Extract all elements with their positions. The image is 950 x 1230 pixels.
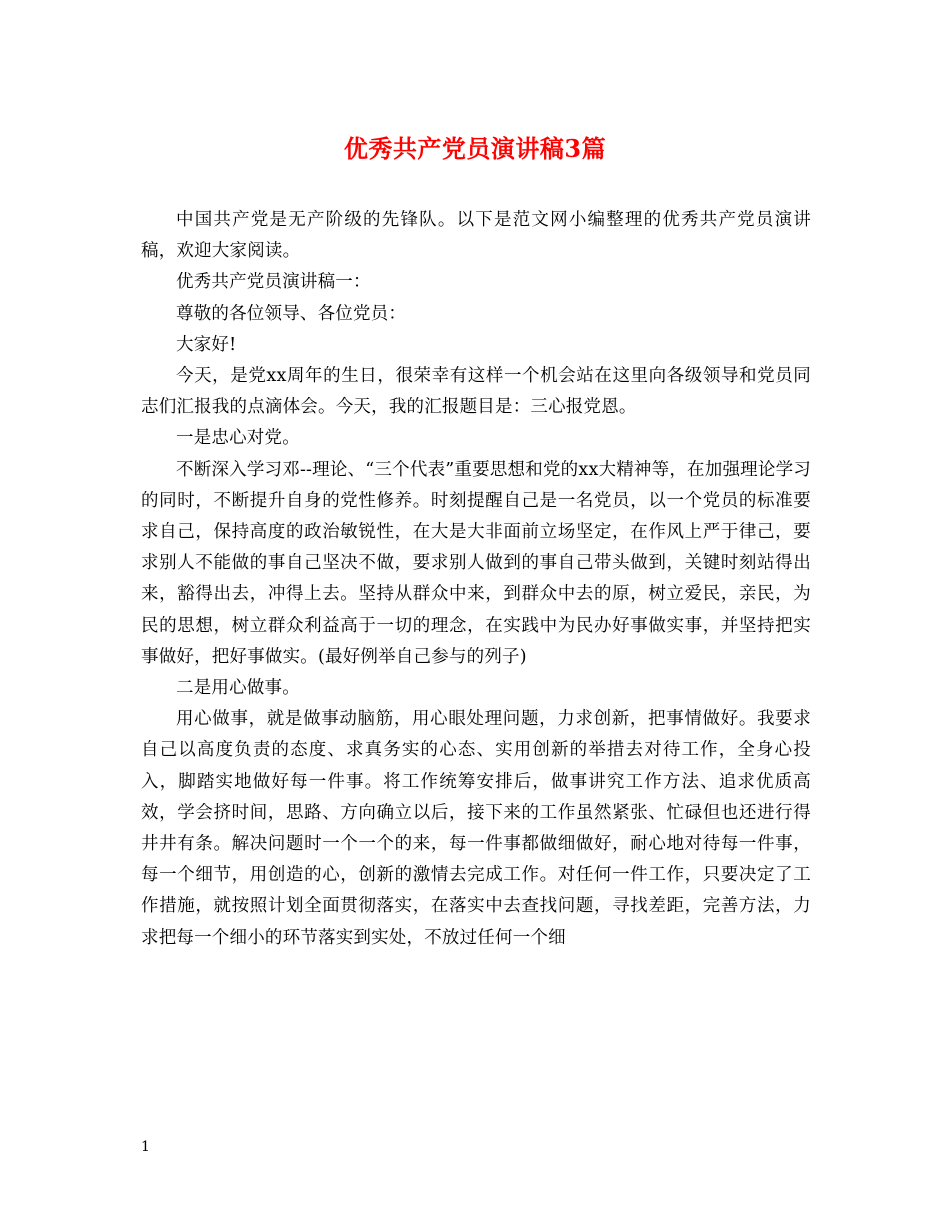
paragraph-section-one-body: 不断深入学习邓--理论、“三个代表”重要思想和党的xx大精神等，在加强理论学习的同时，不断提升自身的党性修养。时刻提醒自己是一名党员，以一个党员的标准要求自己，保持高度的政治敏锐性，在大是大非面前立场坚定，在作风上严于律己，要求别人不能做的事自己坚决不做，要求别人做到的事自己带头做到，关键时刻站得出来，豁得出去，冲得上去。坚持从群众中来，到群众中去的原，树立爱民，亲民，为民的思想，树立群众利益高于一切的理念，在实践中为民办好事做实事，并坚持把实事做好，把好事做实。(最好例举自己参与的列子)	[141, 459, 811, 667]
document-title: 优秀共产党员演讲稿3篇	[343, 134, 607, 163]
paragraph-section-two: 二是用心做事。	[176, 678, 300, 699]
paragraph-intro: 中国共产党是无产阶级的先锋队。以下是范文网小编整理的优秀共产党员演讲稿，欢迎大家阅读。	[141, 210, 811, 262]
paragraph-salutation: 尊敬的各位领导、各位党员：	[176, 303, 407, 324]
page-number: 1	[141, 1139, 150, 1155]
paragraph-greeting: 大家好!	[176, 334, 237, 355]
paragraph-opening: 今天，是党xx周年的生日，很荣幸有这样一个机会站在这里向各级领导和党员同志们汇报我的点滴体会。今天，我的汇报题目是：三心报党恩。	[141, 366, 811, 418]
paragraph-section-two-body: 用心做事，就是做事动脑筋，用心眼处理问题，力求创新，把事情做好。我要求自己以高度负责的态度、求真务实的心态、实用创新的举措去对待工作，全身心投入，脚踏实地做好每一件事。将工作统筹安排后，做事讲究工作方法、追求优质高效，学会挤时间，思路、方向确立以后，接下来的工作虽然紧张、忙碌但也还进行得井井有条。解决问题时一个一个的来，每一件事都做细做好，耐心地对待每一件事，每一个细节，用创造的心，创新的激情去完成工作。对任何一件工作，只要决定了工作措施，就按照计划全面贯彻落实，在落实中去查找问题，寻找差距，完善方法，力求把每一个细小的环节落实到实处，不放过任何一个细	[141, 709, 811, 948]
paragraph-section-one: 一是忠心对党。	[176, 428, 300, 449]
document-body	[141, 205, 811, 954]
paragraph-speech-heading: 优秀共产党员演讲稿一：	[176, 272, 371, 293]
